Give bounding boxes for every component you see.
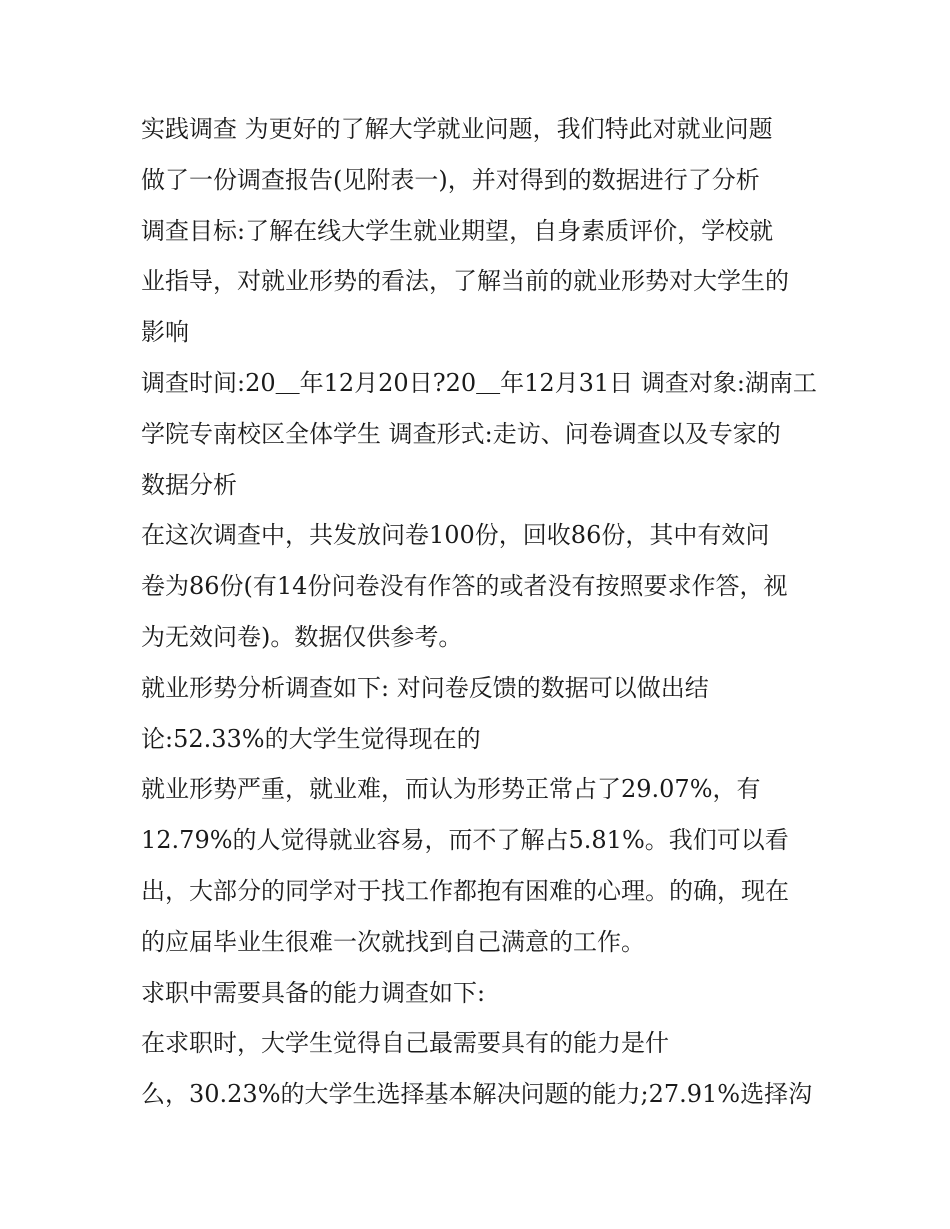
text-line: 做了一份调查报告(见附表一)，并对得到的数据进行了分析: [141, 165, 760, 194]
text-line: 调查目标:了解在线大学生就业期望，自身素质评价，学校就: [141, 216, 774, 245]
text-line: 影响: [141, 318, 189, 347]
text-line: 卷为86份(有14份问卷没有作答的或者没有按照要求作答，视: [141, 572, 788, 601]
document-body: [141, 108, 821, 1124]
text-line: 就业形势严重，就业难，而认为形势正常占了29.07%，有: [141, 775, 761, 804]
text-line: 在这次调查中，共发放问卷100份，回收86份，其中有效问: [141, 521, 770, 550]
text-line: 求职中需要具备的能力调查如下:: [141, 978, 486, 1007]
text-line: 数据分析: [141, 470, 237, 499]
text-line: 业指导，对就业形势的看法，了解当前的就业形势对大学生的: [141, 267, 789, 296]
text-line: 12.79%的人觉得就业容易，而不了解占5.81%。我们可以看: [141, 826, 789, 855]
text-line: 调查时间:20＿年12月20日?20＿年12月31日 调查对象:湖南工: [141, 368, 817, 397]
text-line: 学院专南校区全体学生 调查形式:走访、问卷调查以及专家的: [141, 419, 781, 448]
text-line: 为无效问卷)。数据仅供参考。: [141, 622, 463, 651]
text-line: 实践调查 为更好的了解大学就业问题，我们特此对就业问题: [141, 115, 773, 143]
text-line: 出，大部分的同学对于找工作都抱有困难的心理。的确，现在: [141, 876, 789, 905]
text-line: 的应届毕业生很难一次就找到自己满意的工作。: [141, 927, 645, 956]
text-line: 论:52.33%的大学生觉得现在的: [141, 724, 481, 753]
text-line: 在求职时，大学生觉得自己最需要具有的能力是什: [141, 1029, 669, 1058]
text-line: 么，30.23%的大学生选择基本解决问题的能力;27.91%选择沟: [141, 1080, 813, 1109]
text-line: 就业形势分析调查如下: 对问卷反馈的数据可以做出结: [141, 673, 709, 702]
